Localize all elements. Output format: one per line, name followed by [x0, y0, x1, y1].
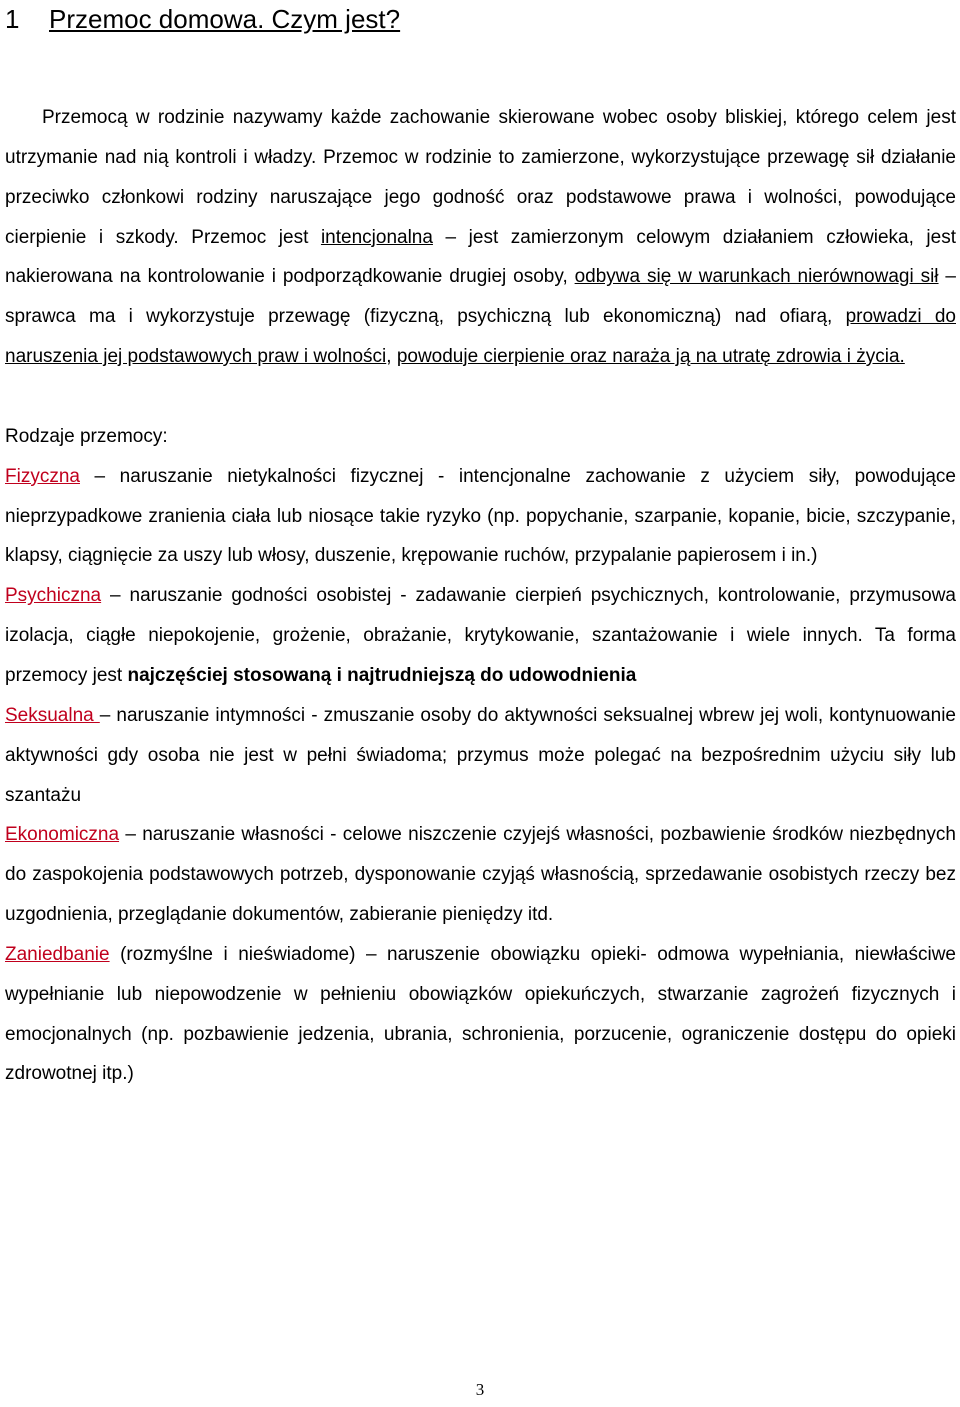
type-psychological-term: Psychiczna: [5, 585, 102, 607]
intro-underlined-2: odbywa się w warunkach nierównowagi sił: [574, 266, 939, 288]
type-economic-term: Ekonomiczna: [5, 824, 120, 846]
type-physical-text: – naruszanie nietykalności fizycznej - intencjonalne zachowanie z użyciem siły, powodujące nieprzypadkowe zranienia ciała lub niosące takie ryzyko (np. popychanie, szarpanie, kopanie, bicie, szczypanie, klapsy, ciągnięcie za uszy lub włosy, duszenie, krępowanie ruchów, przypalanie papierosem i in.): [5, 465, 956, 567]
type-neglect-text: (rozmyślne i nieświadome) – naruszenie obowiązku opieki- odmowa wypełniania, niewłaściwe wypełnianie lub niepowodzenie w pełnieniu obowiązków opiekuńczych, stwarzanie zagrożeń fizycznych i emocjonalnych (np. pozbawienie jedzenia, ubrania, schronienia, porzucenie, ograniczenie dostępu do opieki zdrowotnej itp.): [5, 943, 956, 1085]
intro-text-3: – sprawca ma i wykorzystuje przewagę (fizyczną, psychiczną lub ekonomiczną) nad ofiarą,: [5, 266, 956, 328]
intro-text-2: – jest zamierzonym celowym działaniem człowieka, jest nakierowana na kontrolowanie i podporządkowanie drugiej osoby,: [5, 226, 956, 288]
section-title: Przemoc domowa. Czym jest?: [49, 4, 401, 34]
type-psychological-bold: najczęściej stosowaną i najtrudniejszą do udowodnienia: [127, 664, 637, 686]
type-psychological: [5, 576, 956, 696]
paragraph-gap: [5, 377, 956, 417]
type-sexual: [5, 696, 956, 816]
type-economic: [5, 815, 956, 935]
type-neglect-term: Zaniedbanie: [5, 943, 110, 965]
intro-underlined-3: prowadzi do naruszenia jej podstawowych praw i wolności: [5, 306, 956, 368]
types-header: Rodzaje przemocy:: [5, 425, 168, 447]
intro-paragraph: [5, 98, 956, 377]
type-economic-text: – naruszanie własności - celowe niszczenie czyjejś własności, pozbawienie środków niezbędnych do zaspokojenia podstawowych potrzeb, dysponowanie czyjąś własnością, sprzedawanie osobistych rzeczy bez uzgodnienia, przeglądanie dokumentów, zabieranie pieniędzy itd.: [5, 824, 956, 926]
page-number: 3: [475, 1380, 485, 1399]
document-body: [5, 98, 956, 1094]
intro-text-4: ,: [386, 346, 397, 368]
type-physical: [5, 457, 956, 577]
type-neglect: [5, 935, 956, 1094]
intro-underlined-1: intencjonalna: [320, 226, 433, 248]
type-physical-term: Fizyczna: [5, 465, 80, 487]
type-sexual-text: – naruszanie intymności - zmuszanie osoby do aktywności seksualnej wbrew jej woli, kontynuowanie aktywności gdy osoba nie jest w pełni świadoma; przymus może polegać na bezpośrednim użyciu siły lub szantażu: [5, 704, 956, 806]
intro-text-1: Przemocą w rodzinie nazywamy każde zachowanie skierowane wobec osoby bliskiej, którego celem jest utrzymanie nad nią kontroli i władzy. Przemoc w rodzinie to zamierzone, wykorzystujące przewagę sił działanie przeciwko członkowi rodziny naruszające jego godność oraz podstawowe prawa i wolności, powodujące cierpienie i szkody. Przemoc jest: [5, 107, 956, 248]
section-heading: [5, 0, 400, 38]
intro-underlined-4: powoduje cierpienie oraz naraża ją na utratę zdrowia i życia.: [396, 346, 905, 368]
type-psychological-text: – naruszanie godności osobistej - zadawanie cierpień psychicznych, kontrolowanie, przymusowa izolacja, ciągłe niepokojenie, grożenie, obrażanie, krytykowanie, szantażowanie i wiele innych. Ta forma przemocy jest: [5, 585, 956, 686]
type-sexual-term: Seksualna: [5, 704, 100, 726]
section-number: 1: [5, 4, 20, 34]
